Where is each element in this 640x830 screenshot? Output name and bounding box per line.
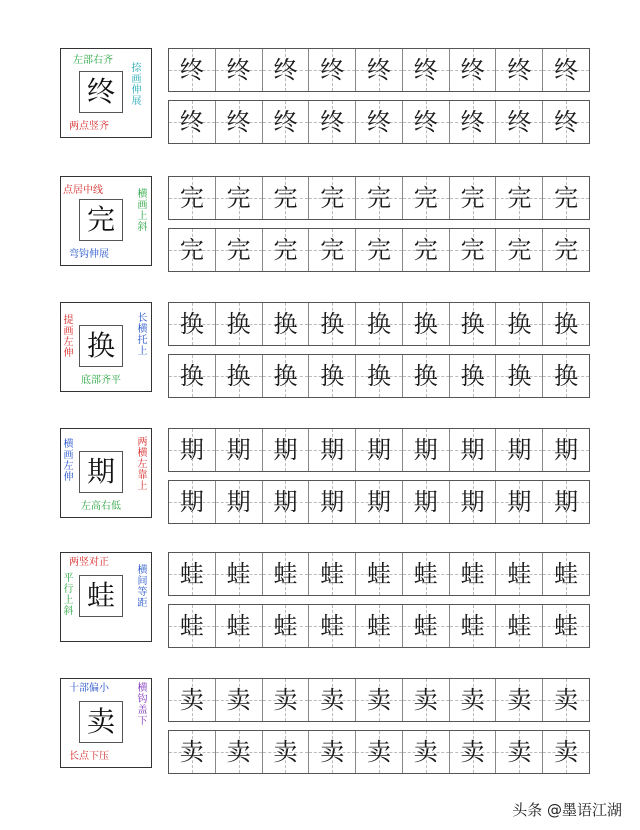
- practice-row: [168, 228, 590, 272]
- practice-cell: [309, 355, 356, 397]
- practice-cell: [169, 49, 216, 91]
- stroke-annotation: 弯钩伸展: [69, 249, 109, 260]
- practice-character: 终: [413, 108, 438, 136]
- practice-cell: [403, 229, 450, 271]
- practice-row: [168, 604, 590, 648]
- practice-cell: [263, 731, 310, 773]
- practice-character: 换: [413, 362, 438, 390]
- practice-row: [168, 354, 590, 398]
- practice-cell: [496, 355, 543, 397]
- practice-cell: [309, 553, 356, 595]
- practice-cell: [216, 429, 263, 471]
- practice-character: 卖: [413, 686, 438, 714]
- practice-character: 完: [226, 184, 251, 212]
- practice-cell: [169, 429, 216, 471]
- practice-cell: [543, 49, 589, 91]
- practice-character: 卖: [226, 686, 251, 714]
- practice-row: [168, 100, 590, 144]
- practice-character: 期: [179, 488, 204, 516]
- practice-cell: [309, 731, 356, 773]
- practice-character: 完: [273, 236, 298, 264]
- practice-cell: [450, 605, 497, 647]
- practice-character: 蛙: [460, 560, 485, 588]
- practice-character: 完: [554, 184, 579, 212]
- reference-grid: [79, 71, 123, 113]
- practice-cell: [356, 731, 403, 773]
- practice-cell: [496, 101, 543, 143]
- reference-box: [60, 48, 152, 138]
- practice-cell: [543, 481, 589, 523]
- practice-character: 换: [460, 310, 485, 338]
- practice-character: 期: [460, 436, 485, 464]
- practice-cell: [216, 177, 263, 219]
- stroke-annotation: 点居中线: [63, 185, 103, 196]
- practice-character: 期: [226, 488, 251, 516]
- practice-character: 蛙: [554, 612, 579, 640]
- practice-cell: [403, 731, 450, 773]
- practice-cell: [216, 553, 263, 595]
- practice-character: 期: [460, 488, 485, 516]
- stroke-annotation: 提画左伸: [63, 315, 74, 359]
- practice-cell: [356, 303, 403, 345]
- practice-cell: [169, 553, 216, 595]
- practice-character: 终: [273, 108, 298, 136]
- practice-cell: [309, 481, 356, 523]
- practice-character: 卖: [320, 686, 345, 714]
- practice-cell: [216, 605, 263, 647]
- watermark: 头条 @墨语江湖: [512, 801, 622, 819]
- practice-cell: [169, 101, 216, 143]
- practice-character: 期: [413, 436, 438, 464]
- practice-cell: [309, 303, 356, 345]
- practice-character: 完: [367, 184, 392, 212]
- practice-character: 卖: [507, 686, 532, 714]
- practice-character: 卖: [367, 738, 392, 766]
- practice-character: 蛙: [554, 560, 579, 588]
- reference-character: 卖: [86, 705, 115, 738]
- practice-cell: [450, 229, 497, 271]
- practice-character: 卖: [554, 738, 579, 766]
- practice-character: 完: [320, 184, 345, 212]
- practice-character: 换: [320, 310, 345, 338]
- stroke-annotation: 长点下压: [69, 751, 109, 762]
- practice-character: 终: [367, 108, 392, 136]
- practice-character: 终: [273, 56, 298, 84]
- reference-box: [60, 552, 152, 642]
- practice-cell: [169, 481, 216, 523]
- practice-cell: [169, 355, 216, 397]
- practice-character: 换: [273, 310, 298, 338]
- practice-character: 换: [179, 310, 204, 338]
- practice-cell: [263, 49, 310, 91]
- practice-character: 完: [507, 184, 532, 212]
- practice-character: 蛙: [179, 560, 204, 588]
- reference-grid: [79, 701, 123, 743]
- practice-character: 换: [460, 362, 485, 390]
- character-section: [0, 298, 640, 398]
- practice-cell: [309, 177, 356, 219]
- practice-character: 期: [367, 436, 392, 464]
- practice-cell: [216, 49, 263, 91]
- practice-character: 完: [460, 184, 485, 212]
- practice-cell: [356, 679, 403, 721]
- practice-cell: [543, 101, 589, 143]
- stroke-annotation: 横画上斜: [137, 189, 148, 233]
- practice-character: 卖: [460, 738, 485, 766]
- stroke-annotation: 左高右低: [81, 501, 121, 512]
- practice-cell: [403, 101, 450, 143]
- stroke-annotation: 捺画伸展: [131, 63, 142, 107]
- practice-character: 终: [320, 56, 345, 84]
- practice-cell: [496, 679, 543, 721]
- practice-cell: [356, 553, 403, 595]
- practice-character: 蛙: [507, 612, 532, 640]
- practice-cell: [263, 429, 310, 471]
- practice-cell: [356, 429, 403, 471]
- practice-character: 终: [413, 56, 438, 84]
- practice-character: 换: [367, 310, 392, 338]
- practice-character: 卖: [367, 686, 392, 714]
- stroke-annotation: 长横托上: [137, 313, 148, 357]
- character-section: [0, 674, 640, 774]
- practice-character: 期: [507, 488, 532, 516]
- practice-character: 卖: [273, 686, 298, 714]
- practice-cell: [216, 303, 263, 345]
- practice-cell: [403, 355, 450, 397]
- practice-cell: [216, 229, 263, 271]
- practice-character: 蛙: [367, 560, 392, 588]
- practice-cell: [450, 303, 497, 345]
- practice-character: 换: [507, 310, 532, 338]
- practice-character: 蛙: [320, 612, 345, 640]
- practice-cell: [403, 679, 450, 721]
- practice-cell: [263, 101, 310, 143]
- reference-character: 终: [86, 75, 115, 108]
- practice-cell: [356, 229, 403, 271]
- practice-character: 期: [367, 488, 392, 516]
- practice-cell: [543, 731, 589, 773]
- practice-cell: [216, 731, 263, 773]
- practice-cell: [543, 679, 589, 721]
- practice-cell: [450, 481, 497, 523]
- practice-cell: [543, 303, 589, 345]
- practice-cell: [263, 481, 310, 523]
- practice-cell: [403, 429, 450, 471]
- practice-character: 期: [320, 488, 345, 516]
- practice-row: [168, 302, 590, 346]
- practice-character: 完: [413, 236, 438, 264]
- practice-character: 蛙: [413, 612, 438, 640]
- practice-character: 换: [320, 362, 345, 390]
- practice-character: 卖: [179, 738, 204, 766]
- reference-character: 完: [86, 203, 115, 236]
- character-section: [0, 172, 640, 272]
- practice-character: 卖: [413, 738, 438, 766]
- practice-cell: [356, 355, 403, 397]
- practice-cell: [450, 679, 497, 721]
- character-section: [0, 44, 640, 144]
- practice-cell: [309, 429, 356, 471]
- reference-box: [60, 678, 152, 768]
- practice-cell: [543, 553, 589, 595]
- practice-character: 换: [507, 362, 532, 390]
- practice-cell: [450, 355, 497, 397]
- practice-character: 终: [460, 108, 485, 136]
- stroke-annotation: 两横左靠上: [137, 437, 148, 492]
- practice-cell: [403, 481, 450, 523]
- reference-box: [60, 302, 152, 392]
- practice-cell: [403, 553, 450, 595]
- practice-cell: [543, 177, 589, 219]
- practice-character: 期: [273, 488, 298, 516]
- stroke-annotation: 两点竖齐: [69, 121, 109, 132]
- stroke-annotation: 左部右齐: [73, 55, 113, 66]
- practice-cell: [263, 679, 310, 721]
- stroke-annotation: 两竖对正: [69, 557, 109, 568]
- practice-character: 蛙: [226, 612, 251, 640]
- practice-character: 期: [554, 488, 579, 516]
- practice-row: [168, 480, 590, 524]
- practice-cell: [450, 731, 497, 773]
- reference-box: [60, 176, 152, 266]
- practice-character: 终: [507, 108, 532, 136]
- practice-character: 终: [179, 108, 204, 136]
- practice-character: 卖: [554, 686, 579, 714]
- practice-character: 期: [554, 436, 579, 464]
- stroke-annotation: 横间等距: [137, 565, 148, 609]
- practice-character: 蛙: [507, 560, 532, 588]
- practice-character: 蛙: [320, 560, 345, 588]
- practice-character: 完: [554, 236, 579, 264]
- stroke-annotation: 横画左伸: [63, 439, 74, 483]
- practice-cell: [216, 481, 263, 523]
- practice-cell: [309, 49, 356, 91]
- practice-character: 换: [413, 310, 438, 338]
- practice-cell: [496, 229, 543, 271]
- practice-character: 完: [226, 236, 251, 264]
- practice-cell: [309, 679, 356, 721]
- practice-cell: [169, 177, 216, 219]
- practice-character: 卖: [226, 738, 251, 766]
- practice-cell: [309, 101, 356, 143]
- practice-character: 终: [554, 56, 579, 84]
- reference-grid: [79, 451, 123, 493]
- practice-character: 换: [226, 310, 251, 338]
- reference-grid: [79, 325, 123, 367]
- practice-cell: [496, 177, 543, 219]
- practice-cell: [450, 101, 497, 143]
- practice-character: 完: [179, 236, 204, 264]
- practice-row: [168, 678, 590, 722]
- practice-character: 期: [179, 436, 204, 464]
- practice-cell: [169, 229, 216, 271]
- practice-cell: [216, 679, 263, 721]
- practice-character: 终: [554, 108, 579, 136]
- practice-cell: [450, 177, 497, 219]
- practice-character: 蛙: [367, 612, 392, 640]
- practice-cell: [403, 605, 450, 647]
- reference-character: 蛙: [86, 579, 115, 612]
- practice-character: 蛙: [273, 612, 298, 640]
- practice-character: 期: [273, 436, 298, 464]
- practice-cell: [403, 49, 450, 91]
- practice-character: 完: [273, 184, 298, 212]
- practice-character: 换: [226, 362, 251, 390]
- practice-character: 终: [320, 108, 345, 136]
- practice-cell: [263, 229, 310, 271]
- practice-cell: [450, 429, 497, 471]
- practice-cell: [263, 605, 310, 647]
- practice-cell: [543, 429, 589, 471]
- practice-character: 卖: [507, 738, 532, 766]
- practice-cell: [543, 605, 589, 647]
- practice-cell: [263, 177, 310, 219]
- reference-character: 换: [86, 329, 115, 362]
- stroke-annotation: 底部齐平: [81, 375, 121, 386]
- practice-cell: [543, 355, 589, 397]
- practice-cell: [496, 303, 543, 345]
- practice-cell: [496, 49, 543, 91]
- practice-row: [168, 552, 590, 596]
- practice-cell: [169, 731, 216, 773]
- practice-character: 换: [554, 310, 579, 338]
- practice-character: 蛙: [273, 560, 298, 588]
- character-section: [0, 424, 640, 524]
- practice-character: 终: [226, 108, 251, 136]
- practice-cell: [496, 429, 543, 471]
- practice-cell: [216, 355, 263, 397]
- practice-cell: [309, 229, 356, 271]
- practice-cell: [356, 481, 403, 523]
- practice-character: 卖: [320, 738, 345, 766]
- practice-character: 卖: [273, 738, 298, 766]
- practice-cell: [496, 731, 543, 773]
- practice-character: 换: [273, 362, 298, 390]
- practice-row: [168, 176, 590, 220]
- practice-cell: [356, 177, 403, 219]
- practice-character: 蛙: [460, 612, 485, 640]
- practice-character: 完: [460, 236, 485, 264]
- practice-character: 完: [507, 236, 532, 264]
- reference-grid: [79, 199, 123, 241]
- practice-cell: [496, 605, 543, 647]
- practice-character: 换: [179, 362, 204, 390]
- practice-character: 期: [413, 488, 438, 516]
- practice-cell: [263, 355, 310, 397]
- practice-character: 终: [507, 56, 532, 84]
- practice-cell: [356, 49, 403, 91]
- practice-cell: [403, 303, 450, 345]
- stroke-annotation: 横钩盖下: [137, 683, 148, 727]
- practice-character: 卖: [460, 686, 485, 714]
- practice-cell: [263, 303, 310, 345]
- practice-character: 卖: [179, 686, 204, 714]
- practice-row: [168, 428, 590, 472]
- practice-cell: [216, 101, 263, 143]
- practice-cell: [496, 553, 543, 595]
- practice-character: 换: [554, 362, 579, 390]
- reference-grid: [79, 575, 123, 617]
- practice-character: 换: [367, 362, 392, 390]
- reference-character: 期: [86, 455, 115, 488]
- practice-cell: [169, 679, 216, 721]
- practice-cell: [309, 605, 356, 647]
- practice-row: [168, 730, 590, 774]
- practice-cell: [450, 553, 497, 595]
- practice-character: 期: [226, 436, 251, 464]
- practice-character: 期: [507, 436, 532, 464]
- character-section: [0, 548, 640, 648]
- practice-character: 终: [226, 56, 251, 84]
- practice-cell: [496, 481, 543, 523]
- stroke-annotation: 平行上斜: [63, 573, 74, 617]
- practice-character: 终: [179, 56, 204, 84]
- practice-cell: [356, 101, 403, 143]
- practice-cell: [356, 605, 403, 647]
- practice-character: 期: [320, 436, 345, 464]
- practice-character: 蛙: [226, 560, 251, 588]
- practice-character: 完: [320, 236, 345, 264]
- practice-cell: [169, 303, 216, 345]
- practice-character: 完: [413, 184, 438, 212]
- practice-character: 终: [367, 56, 392, 84]
- reference-box: [60, 428, 152, 518]
- practice-cell: [543, 229, 589, 271]
- practice-character: 终: [460, 56, 485, 84]
- practice-character: 蛙: [413, 560, 438, 588]
- practice-character: 完: [179, 184, 204, 212]
- practice-character: 完: [367, 236, 392, 264]
- practice-row: [168, 48, 590, 92]
- practice-cell: [263, 553, 310, 595]
- practice-character: 蛙: [179, 612, 204, 640]
- practice-cell: [169, 605, 216, 647]
- practice-cell: [450, 49, 497, 91]
- stroke-annotation: 十部偏小: [69, 683, 109, 694]
- practice-cell: [403, 177, 450, 219]
